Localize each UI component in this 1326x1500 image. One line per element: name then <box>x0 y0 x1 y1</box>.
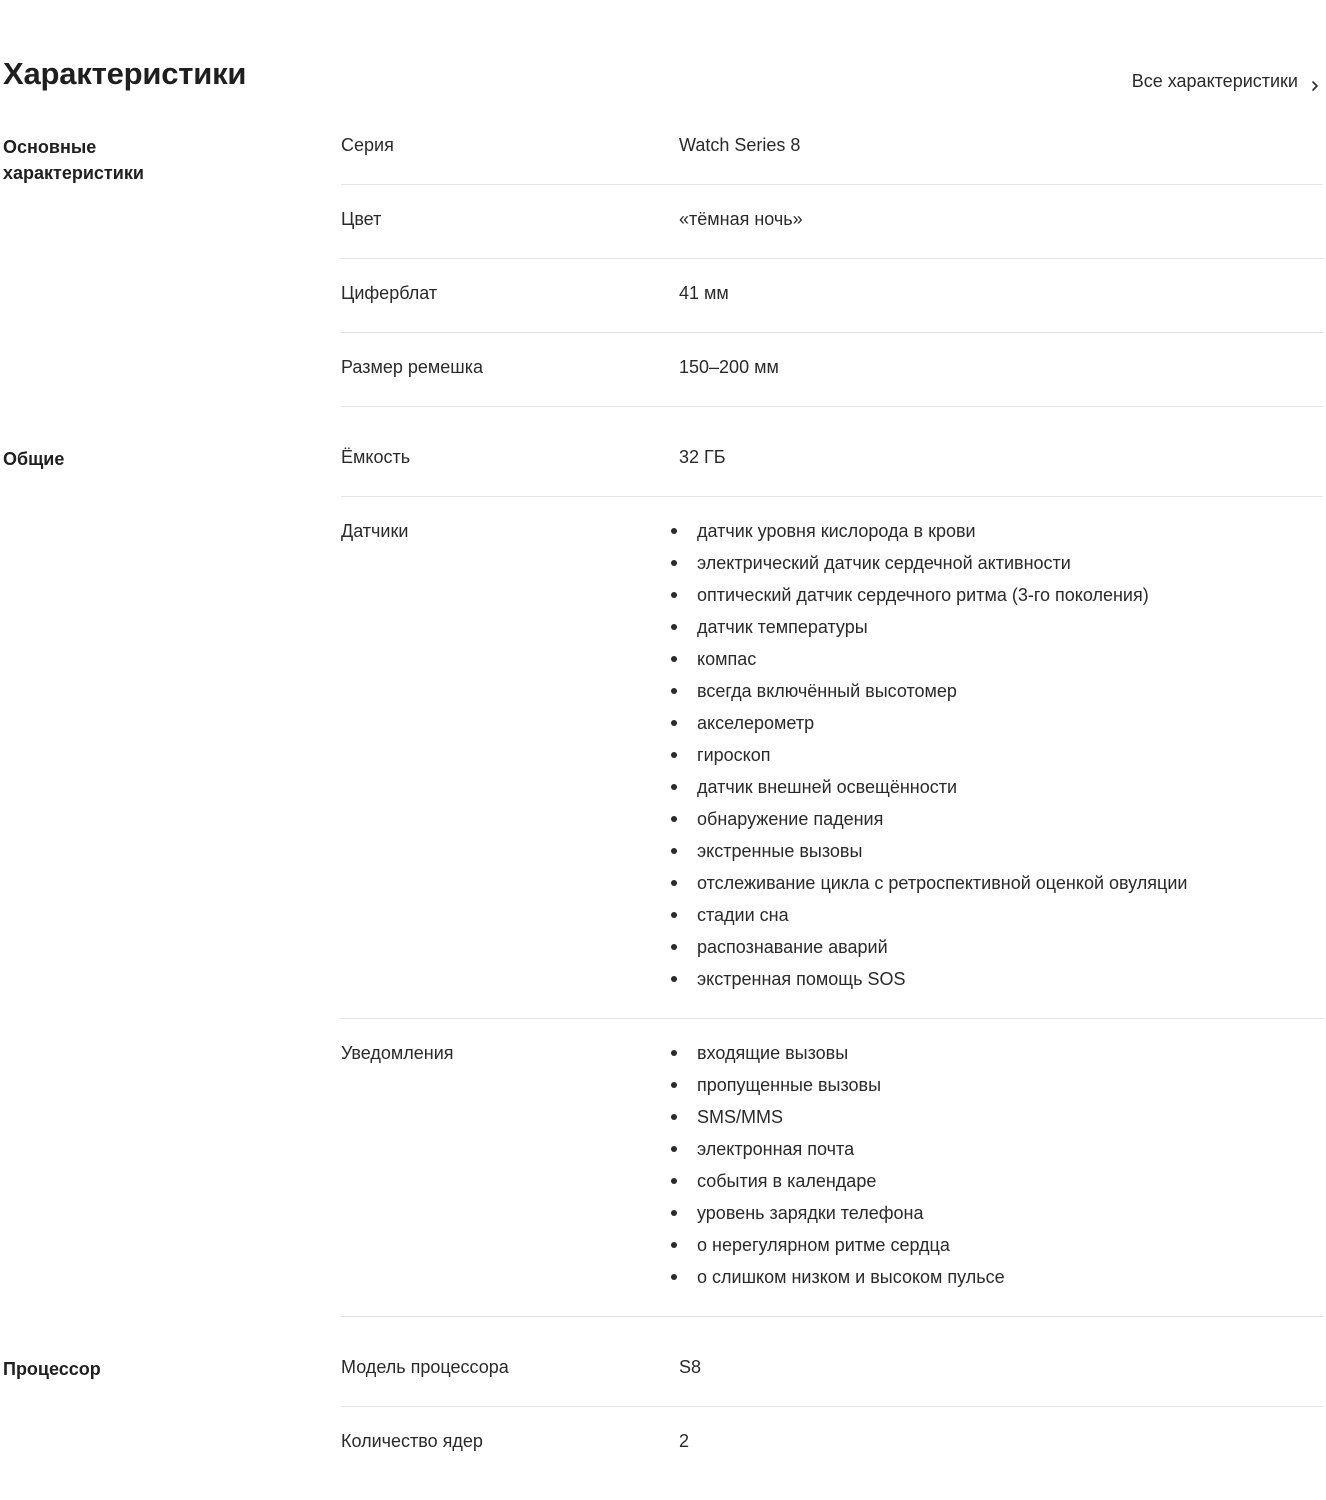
spec-group-title: Процессор <box>3 1359 101 1379</box>
spec-name: Ёмкость <box>341 447 411 467</box>
spec-value: S8 <box>679 1357 702 1377</box>
spec-name: Датчики <box>341 521 409 541</box>
list-item: электронная почта <box>679 1133 1005 1165</box>
list-item: датчик уровня кислорода в крови <box>679 515 1187 547</box>
spec-row <box>341 184 1323 259</box>
list-item: уровень зарядки телефона <box>679 1197 1005 1229</box>
list-item: датчик внешней освещённости <box>679 771 1187 803</box>
list-item: экстренная помощь SOS <box>679 963 1187 995</box>
list-item: оптический датчик сердечного ритма (3-го поколения) <box>679 579 1187 611</box>
list-item: входящие вызовы <box>679 1037 1005 1069</box>
spec-name: Модель процессора <box>341 1357 509 1377</box>
spec-name: Уведомления <box>341 1043 454 1063</box>
all-specs-label: Все характеристики <box>1131 71 1298 91</box>
all-specs-link[interactable] <box>1132 68 1322 94</box>
spec-name: Циферблат <box>341 283 438 303</box>
sensors-list <box>679 515 1187 995</box>
list-item: о слишком низком и высоком пульсе <box>679 1261 1005 1293</box>
spec-value: Watch Series 8 <box>679 135 801 155</box>
spec-row <box>341 332 1323 407</box>
list-item: распознавание аварий <box>679 931 1187 963</box>
spec-row <box>341 258 1323 333</box>
list-item: акселерометр <box>679 707 1187 739</box>
spec-group-title: Основные характеристики <box>3 137 144 183</box>
list-item: о нерегулярном ритме сердца <box>679 1229 1005 1261</box>
list-item: экстренные вызовы <box>679 835 1187 867</box>
list-item: всегда включённый высотомер <box>679 675 1187 707</box>
spec-name: Цвет <box>341 209 382 229</box>
spec-name: Размер ремешка <box>341 357 483 377</box>
list-item: обнаружение падения <box>679 803 1187 835</box>
page-title: Характеристики <box>3 56 247 91</box>
spec-row <box>341 406 1323 497</box>
notifications-list <box>679 1037 1005 1293</box>
spec-name: Количество ядер <box>341 1431 483 1451</box>
list-item: компас <box>679 643 1187 675</box>
list-item: отслеживание цикла с ретроспективной оценкой овуляции <box>679 867 1187 899</box>
chevron-right-icon <box>1308 74 1322 88</box>
spec-name: Серия <box>341 135 394 155</box>
spec-value: «тёмная ночь» <box>679 209 803 229</box>
list-item: пропущенные вызовы <box>679 1069 1005 1101</box>
list-item: гироскоп <box>679 739 1187 771</box>
spec-row <box>341 110 1323 185</box>
list-item: электрический датчик сердечной активности <box>679 547 1187 579</box>
spec-value: 150–200 мм <box>679 357 779 377</box>
spec-row <box>341 1316 1323 1407</box>
list-item: события в календаре <box>679 1165 1005 1197</box>
list-item: стадии сна <box>679 899 1187 931</box>
spec-group-title: Общие <box>3 449 65 469</box>
spec-value: 2 <box>679 1431 690 1451</box>
spec-row <box>341 1018 1323 1317</box>
spec-value: 32 ГБ <box>679 447 726 467</box>
spec-row <box>341 1406 1323 1480</box>
list-item: SMS/MMS <box>679 1101 1005 1133</box>
list-item: датчик температуры <box>679 611 1187 643</box>
spec-value: 41 мм <box>679 283 729 303</box>
spec-row <box>341 496 1323 1019</box>
